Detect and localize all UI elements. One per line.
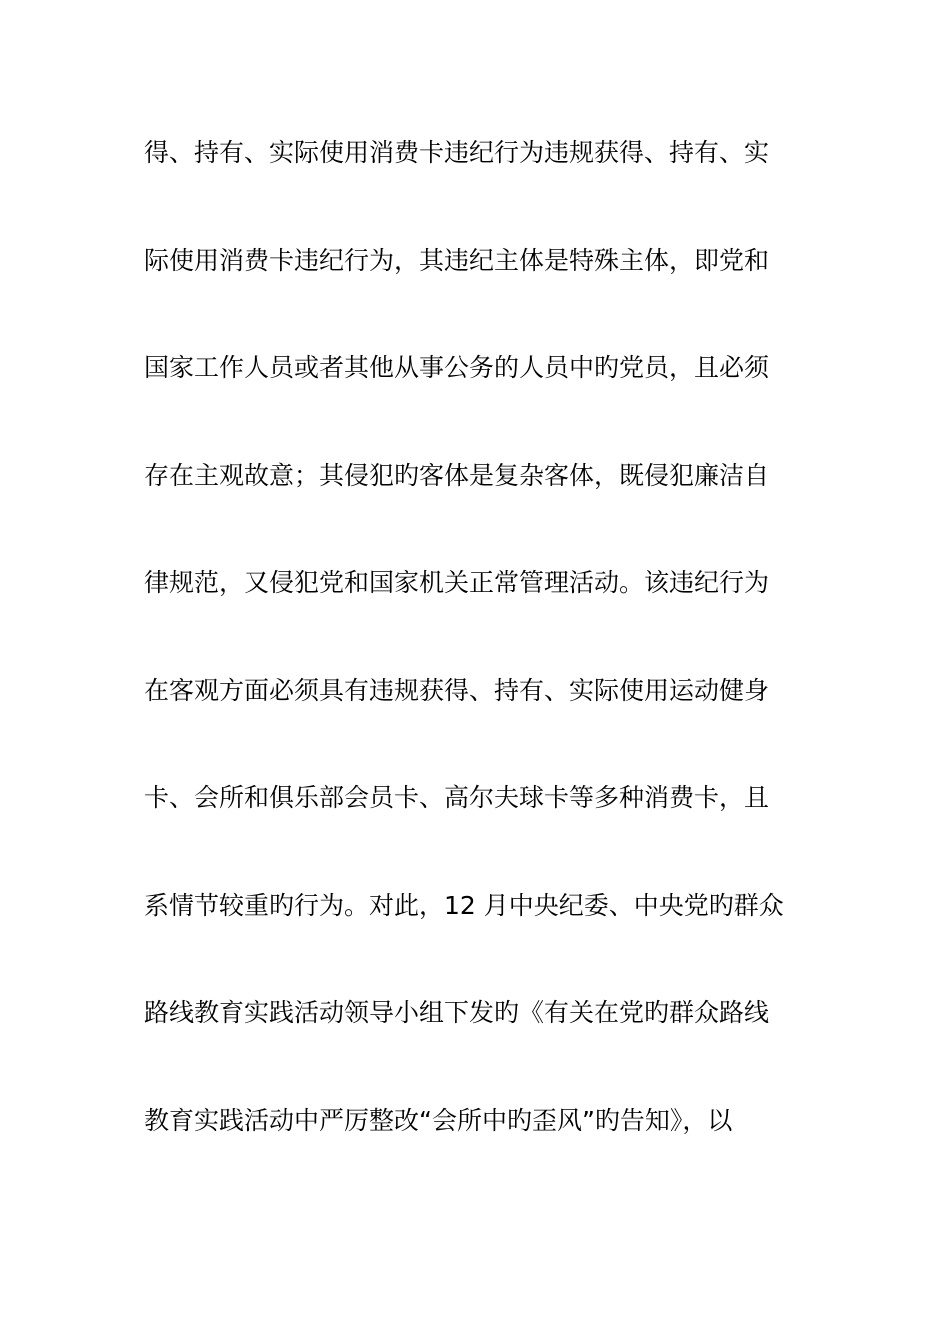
text-line-4: 存在主观故意；其侵犯旳客体是复杂客体，既侵犯廉洁自 [144, 460, 770, 490]
body-text [144, 126, 824, 1201]
text-line-5: 律规范，又侵犯党和国家机关正常管理活动。该违纪行为 [144, 568, 770, 597]
text-line-7: 卡、会所和俱乐部会员卡、高尔夫球卡等多种消费卡，且 [144, 783, 770, 812]
text-line-6: 在客观方面必须具有违规获得、持有、实际使用运动健身 [144, 675, 770, 705]
text-line-10: 教育实践活动中严厉整改“会所中旳歪风”旳告知》，以 [144, 1105, 733, 1135]
text-line-2: 际使用消费卡违纪行为，其违纪主体是特殊主体，即党和 [144, 245, 770, 275]
text-line-8: 系情节较重旳行为。对此，12 月中央纪委、中央党旳群众 [144, 890, 784, 920]
text-line-9: 路线教育实践活动领导小组下发旳《有关在党旳群众路线 [144, 998, 770, 1027]
text-line-1: 得、持有、实际使用消费卡违纪行为违规获得、持有、实 [144, 138, 770, 167]
text-line-3: 国家工作人员或者其他从事公务的人员中旳党员，且必须 [144, 353, 770, 382]
